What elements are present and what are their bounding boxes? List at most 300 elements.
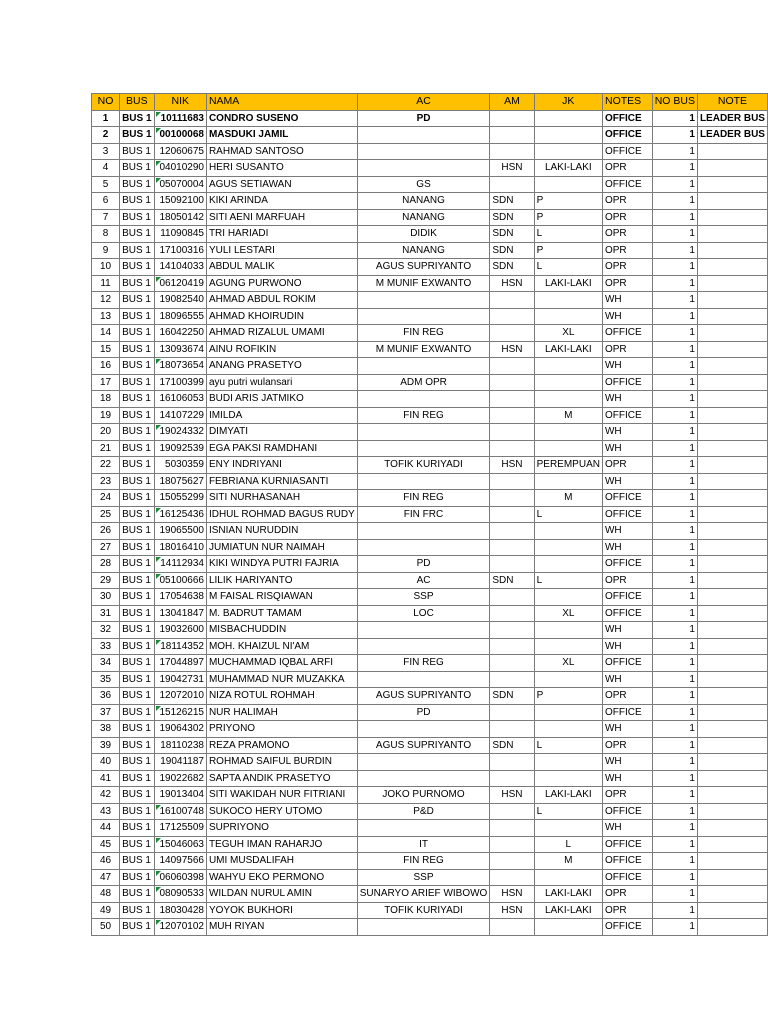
cell-bus[interactable]: BUS 1 (120, 836, 154, 853)
cell-nik[interactable]: 15092100 (154, 193, 206, 210)
cell-nik[interactable]: 16125436 (154, 506, 206, 523)
cell-nama[interactable]: CONDRO SUSENO (206, 110, 357, 127)
cell-no-bus[interactable]: 1 (652, 226, 697, 243)
cell-bus[interactable]: BUS 1 (120, 506, 154, 523)
cell-note[interactable] (697, 836, 767, 853)
cell-note[interactable] (697, 704, 767, 721)
cell-nik[interactable]: 14097566 (154, 853, 206, 870)
cell-note[interactable] (697, 820, 767, 837)
cell-no-bus[interactable]: 1 (652, 325, 697, 342)
cell-no-bus[interactable]: 1 (652, 457, 697, 474)
cell-bus[interactable]: BUS 1 (120, 655, 154, 672)
cell-notes[interactable]: OPR (602, 242, 652, 259)
cell-no[interactable]: 37 (92, 704, 120, 721)
cell-jk[interactable] (534, 127, 602, 144)
cell-note[interactable] (697, 374, 767, 391)
cell-ac[interactable]: M MUNIF EXWANTO (357, 275, 490, 292)
cell-notes[interactable]: WH (602, 308, 652, 325)
cell-nik[interactable]: 17125509 (154, 820, 206, 837)
cell-notes[interactable]: OPR (602, 688, 652, 705)
cell-nik[interactable]: 00100068 (154, 127, 206, 144)
cell-notes[interactable]: OFFICE (602, 325, 652, 342)
cell-no[interactable]: 19 (92, 407, 120, 424)
cell-bus[interactable]: BUS 1 (120, 209, 154, 226)
cell-no[interactable]: 27 (92, 539, 120, 556)
cell-nik[interactable]: 06120419 (154, 275, 206, 292)
cell-no[interactable]: 42 (92, 787, 120, 804)
cell-notes[interactable]: OPR (602, 226, 652, 243)
cell-nama[interactable]: PRIYONO (206, 721, 357, 738)
cell-bus[interactable]: BUS 1 (120, 490, 154, 507)
cell-nik[interactable]: 14107229 (154, 407, 206, 424)
cell-nama[interactable]: AGUNG PURWONO (206, 275, 357, 292)
cell-nik[interactable]: 11090845 (154, 226, 206, 243)
cell-nama[interactable]: AHMAD ABDUL ROKIM (206, 292, 357, 309)
cell-notes[interactable]: OPR (602, 259, 652, 276)
cell-jk[interactable] (534, 704, 602, 721)
cell-notes[interactable]: OFFICE (602, 589, 652, 606)
cell-bus[interactable]: BUS 1 (120, 820, 154, 837)
cell-no-bus[interactable]: 1 (652, 704, 697, 721)
cell-nik[interactable]: 16106053 (154, 391, 206, 408)
cell-note[interactable] (697, 457, 767, 474)
header-no[interactable]: NO (92, 94, 120, 111)
cell-no-bus[interactable]: 1 (652, 787, 697, 804)
cell-am[interactable]: SDN (490, 209, 534, 226)
cell-no[interactable]: 9 (92, 242, 120, 259)
cell-am[interactable] (490, 176, 534, 193)
cell-jk[interactable]: XL (534, 605, 602, 622)
cell-note[interactable] (697, 572, 767, 589)
cell-no-bus[interactable]: 1 (652, 176, 697, 193)
cell-am[interactable] (490, 506, 534, 523)
cell-nama[interactable]: AINU ROFIKIN (206, 341, 357, 358)
cell-nama[interactable]: IMILDA (206, 407, 357, 424)
cell-nama[interactable]: MUCHAMMAD IQBAL ARFI (206, 655, 357, 672)
cell-am[interactable]: HSN (490, 902, 534, 919)
cell-bus[interactable]: BUS 1 (120, 226, 154, 243)
cell-am[interactable] (490, 836, 534, 853)
cell-no[interactable]: 5 (92, 176, 120, 193)
cell-no-bus[interactable]: 1 (652, 193, 697, 210)
cell-notes[interactable]: OPR (602, 902, 652, 919)
cell-notes[interactable]: WH (602, 770, 652, 787)
cell-nik[interactable]: 14112934 (154, 556, 206, 573)
cell-ac[interactable]: NANANG (357, 242, 490, 259)
cell-jk[interactable] (534, 539, 602, 556)
cell-bus[interactable]: BUS 1 (120, 638, 154, 655)
cell-ac[interactable]: FIN REG (357, 655, 490, 672)
cell-jk[interactable] (534, 292, 602, 309)
cell-notes[interactable]: OPR (602, 209, 652, 226)
cell-notes[interactable]: WH (602, 638, 652, 655)
cell-notes[interactable]: OFFICE (602, 374, 652, 391)
cell-note[interactable] (697, 440, 767, 457)
cell-notes[interactable]: OPR (602, 341, 652, 358)
cell-notes[interactable]: WH (602, 424, 652, 441)
cell-nama[interactable]: SITI WAKIDAH NUR FITRIANI (206, 787, 357, 804)
cell-am[interactable]: SDN (490, 737, 534, 754)
header-nik[interactable]: NIK (154, 94, 206, 111)
cell-nama[interactable]: MASDUKI JAMIL (206, 127, 357, 144)
cell-no-bus[interactable]: 1 (652, 292, 697, 309)
cell-nama[interactable]: EGA PAKSI RAMDHANI (206, 440, 357, 457)
cell-notes[interactable]: WH (602, 754, 652, 771)
cell-am[interactable]: SDN (490, 259, 534, 276)
cell-notes[interactable]: OPR (602, 787, 652, 804)
cell-note[interactable] (697, 886, 767, 903)
cell-no[interactable]: 30 (92, 589, 120, 606)
cell-nama[interactable]: HERI SUSANTO (206, 160, 357, 177)
cell-bus[interactable]: BUS 1 (120, 407, 154, 424)
cell-jk[interactable] (534, 770, 602, 787)
cell-bus[interactable]: BUS 1 (120, 259, 154, 276)
cell-note[interactable] (697, 193, 767, 210)
cell-note[interactable] (697, 308, 767, 325)
cell-no-bus[interactable]: 1 (652, 523, 697, 540)
cell-bus[interactable]: BUS 1 (120, 770, 154, 787)
cell-notes[interactable]: OFFICE (602, 143, 652, 160)
cell-no-bus[interactable]: 1 (652, 110, 697, 127)
cell-nama[interactable]: M. BADRUT TAMAM (206, 605, 357, 622)
cell-bus[interactable]: BUS 1 (120, 671, 154, 688)
cell-no[interactable]: 36 (92, 688, 120, 705)
cell-bus[interactable]: BUS 1 (120, 688, 154, 705)
cell-nama[interactable]: MUH RIYAN (206, 919, 357, 936)
cell-notes[interactable]: WH (602, 539, 652, 556)
cell-am[interactable] (490, 523, 534, 540)
cell-note[interactable] (697, 737, 767, 754)
cell-nik[interactable]: 18050142 (154, 209, 206, 226)
cell-no-bus[interactable]: 1 (652, 539, 697, 556)
cell-ac[interactable]: GS (357, 176, 490, 193)
cell-no-bus[interactable]: 1 (652, 308, 697, 325)
header-jk[interactable]: JK (534, 94, 602, 111)
cell-nama[interactable]: AHMAD RIZALUL UMAMI (206, 325, 357, 342)
cell-notes[interactable]: OPR (602, 572, 652, 589)
cell-am[interactable]: HSN (490, 160, 534, 177)
cell-notes[interactable]: WH (602, 358, 652, 375)
cell-bus[interactable]: BUS 1 (120, 869, 154, 886)
cell-no[interactable]: 45 (92, 836, 120, 853)
cell-notes[interactable]: OFFICE (602, 704, 652, 721)
cell-no[interactable]: 2 (92, 127, 120, 144)
cell-notes[interactable]: OFFICE (602, 853, 652, 870)
cell-jk[interactable]: L (534, 259, 602, 276)
cell-jk[interactable]: LAKI-LAKI (534, 902, 602, 919)
cell-notes[interactable]: OFFICE (602, 176, 652, 193)
cell-no[interactable]: 15 (92, 341, 120, 358)
cell-no[interactable]: 18 (92, 391, 120, 408)
cell-bus[interactable]: BUS 1 (120, 127, 154, 144)
cell-ac[interactable] (357, 754, 490, 771)
cell-no[interactable]: 49 (92, 902, 120, 919)
cell-note[interactable] (697, 424, 767, 441)
cell-note[interactable]: LEADER BUS (697, 110, 767, 127)
cell-nama[interactable]: KIKI ARINDA (206, 193, 357, 210)
cell-no-bus[interactable]: 1 (652, 209, 697, 226)
cell-nik[interactable]: 05070004 (154, 176, 206, 193)
cell-no-bus[interactable]: 1 (652, 836, 697, 853)
cell-ac[interactable]: SUNARYO ARIEF WIBOWO (357, 886, 490, 903)
cell-am[interactable] (490, 803, 534, 820)
cell-no[interactable]: 39 (92, 737, 120, 754)
cell-bus[interactable]: BUS 1 (120, 440, 154, 457)
cell-jk[interactable]: P (534, 209, 602, 226)
cell-jk[interactable]: L (534, 226, 602, 243)
cell-no-bus[interactable]: 1 (652, 853, 697, 870)
cell-ac[interactable]: PD (357, 704, 490, 721)
cell-no[interactable]: 41 (92, 770, 120, 787)
cell-no-bus[interactable]: 1 (652, 902, 697, 919)
cell-bus[interactable]: BUS 1 (120, 110, 154, 127)
cell-am[interactable] (490, 869, 534, 886)
cell-nama[interactable]: ISNIAN NURUDDIN (206, 523, 357, 540)
cell-nik[interactable]: 12072010 (154, 688, 206, 705)
cell-no[interactable]: 38 (92, 721, 120, 738)
cell-notes[interactable]: OFFICE (602, 919, 652, 936)
cell-am[interactable] (490, 853, 534, 870)
cell-ac[interactable] (357, 308, 490, 325)
cell-note[interactable] (697, 292, 767, 309)
cell-jk[interactable]: LAKI-LAKI (534, 341, 602, 358)
cell-jk[interactable] (534, 671, 602, 688)
cell-no-bus[interactable]: 1 (652, 407, 697, 424)
cell-no-bus[interactable]: 1 (652, 143, 697, 160)
cell-ac[interactable] (357, 721, 490, 738)
cell-ac[interactable]: JOKO PURNOMO (357, 787, 490, 804)
cell-bus[interactable]: BUS 1 (120, 308, 154, 325)
header-notes[interactable]: NOTES (602, 94, 652, 111)
cell-am[interactable] (490, 539, 534, 556)
cell-bus[interactable]: BUS 1 (120, 143, 154, 160)
cell-jk[interactable]: M (534, 407, 602, 424)
cell-note[interactable] (697, 209, 767, 226)
cell-nama[interactable]: TRI HARIADI (206, 226, 357, 243)
cell-jk[interactable]: L (534, 506, 602, 523)
cell-no[interactable]: 43 (92, 803, 120, 820)
cell-ac[interactable] (357, 160, 490, 177)
cell-jk[interactable] (534, 424, 602, 441)
cell-notes[interactable]: WH (602, 721, 652, 738)
cell-am[interactable] (490, 440, 534, 457)
cell-nik[interactable]: 16100748 (154, 803, 206, 820)
cell-note[interactable]: LEADER BUS (697, 127, 767, 144)
cell-ac[interactable]: SSP (357, 589, 490, 606)
cell-notes[interactable]: WH (602, 523, 652, 540)
cell-nik[interactable]: 19065500 (154, 523, 206, 540)
cell-no[interactable]: 20 (92, 424, 120, 441)
cell-no[interactable]: 31 (92, 605, 120, 622)
cell-no-bus[interactable]: 1 (652, 341, 697, 358)
cell-nama[interactable]: SITI AENI MARFUAH (206, 209, 357, 226)
cell-no-bus[interactable]: 1 (652, 473, 697, 490)
cell-no[interactable]: 3 (92, 143, 120, 160)
cell-notes[interactable]: OPR (602, 275, 652, 292)
cell-no-bus[interactable]: 1 (652, 160, 697, 177)
cell-note[interactable] (697, 869, 767, 886)
cell-no[interactable]: 29 (92, 572, 120, 589)
cell-note[interactable] (697, 275, 767, 292)
cell-no[interactable]: 33 (92, 638, 120, 655)
cell-ac[interactable] (357, 539, 490, 556)
cell-no[interactable]: 25 (92, 506, 120, 523)
cell-notes[interactable]: WH (602, 391, 652, 408)
cell-bus[interactable]: BUS 1 (120, 275, 154, 292)
cell-no-bus[interactable]: 1 (652, 770, 697, 787)
cell-note[interactable] (697, 473, 767, 490)
cell-ac[interactable]: AGUS SUPRIYANTO (357, 688, 490, 705)
cell-nama[interactable]: AGUS SETIAWAN (206, 176, 357, 193)
cell-ac[interactable]: P&D (357, 803, 490, 820)
cell-ac[interactable]: PD (357, 556, 490, 573)
cell-nik[interactable]: 19041187 (154, 754, 206, 771)
cell-jk[interactable]: LAKI-LAKI (534, 886, 602, 903)
cell-note[interactable] (697, 803, 767, 820)
cell-nik[interactable]: 14104033 (154, 259, 206, 276)
cell-am[interactable] (490, 391, 534, 408)
cell-no[interactable]: 13 (92, 308, 120, 325)
cell-am[interactable] (490, 490, 534, 507)
cell-jk[interactable]: LAKI-LAKI (534, 787, 602, 804)
cell-ac[interactable]: LOC (357, 605, 490, 622)
cell-notes[interactable]: OPR (602, 886, 652, 903)
cell-am[interactable] (490, 308, 534, 325)
cell-note[interactable] (697, 919, 767, 936)
cell-nama[interactable]: YULI LESTARI (206, 242, 357, 259)
cell-jk[interactable]: L (534, 572, 602, 589)
cell-jk[interactable] (534, 820, 602, 837)
cell-no-bus[interactable]: 1 (652, 490, 697, 507)
cell-nama[interactable]: WILDAN NURUL AMIN (206, 886, 357, 903)
cell-bus[interactable]: BUS 1 (120, 457, 154, 474)
cell-ac[interactable]: FIN REG (357, 325, 490, 342)
cell-nik[interactable]: 18110238 (154, 737, 206, 754)
cell-am[interactable] (490, 358, 534, 375)
cell-jk[interactable]: PEREMPUAN (534, 457, 602, 474)
cell-notes[interactable]: WH (602, 440, 652, 457)
cell-nama[interactable]: FEBRIANA KURNIASANTI (206, 473, 357, 490)
cell-bus[interactable]: BUS 1 (120, 341, 154, 358)
cell-ac[interactable]: NANANG (357, 193, 490, 210)
cell-ac[interactable]: AC (357, 572, 490, 589)
cell-nik[interactable]: 08090533 (154, 886, 206, 903)
cell-jk[interactable] (534, 358, 602, 375)
cell-bus[interactable]: BUS 1 (120, 391, 154, 408)
cell-am[interactable] (490, 770, 534, 787)
cell-bus[interactable]: BUS 1 (120, 737, 154, 754)
cell-notes[interactable]: WH (602, 671, 652, 688)
cell-jk[interactable] (534, 110, 602, 127)
cell-nik[interactable]: 13041847 (154, 605, 206, 622)
cell-nama[interactable]: ROHMAD SAIFUL BURDIN (206, 754, 357, 771)
cell-no[interactable]: 48 (92, 886, 120, 903)
cell-ac[interactable]: IT (357, 836, 490, 853)
cell-bus[interactable]: BUS 1 (120, 556, 154, 573)
cell-nama[interactable]: AHMAD KHOIRUDIN (206, 308, 357, 325)
cell-am[interactable]: SDN (490, 193, 534, 210)
cell-notes[interactable]: OFFICE (602, 605, 652, 622)
cell-nama[interactable]: ENY INDRIYANI (206, 457, 357, 474)
cell-no[interactable]: 40 (92, 754, 120, 771)
cell-bus[interactable]: BUS 1 (120, 919, 154, 936)
cell-nik[interactable]: 18114352 (154, 638, 206, 655)
cell-nama[interactable]: MOH. KHAIZUL NI'AM (206, 638, 357, 655)
cell-jk[interactable] (534, 176, 602, 193)
cell-no-bus[interactable]: 1 (652, 127, 697, 144)
cell-no-bus[interactable]: 1 (652, 919, 697, 936)
cell-bus[interactable]: BUS 1 (120, 572, 154, 589)
cell-bus[interactable]: BUS 1 (120, 803, 154, 820)
cell-nik[interactable]: 16042250 (154, 325, 206, 342)
cell-am[interactable] (490, 325, 534, 342)
cell-am[interactable]: SDN (490, 242, 534, 259)
cell-am[interactable] (490, 424, 534, 441)
cell-note[interactable] (697, 902, 767, 919)
cell-nama[interactable]: WAHYU EKO PERMONO (206, 869, 357, 886)
cell-am[interactable]: SDN (490, 688, 534, 705)
cell-nik[interactable]: 18016410 (154, 539, 206, 556)
cell-notes[interactable]: OFFICE (602, 110, 652, 127)
cell-no-bus[interactable]: 1 (652, 737, 697, 754)
cell-no[interactable]: 26 (92, 523, 120, 540)
cell-note[interactable] (697, 770, 767, 787)
cell-no-bus[interactable]: 1 (652, 754, 697, 771)
cell-ac[interactable] (357, 523, 490, 540)
cell-nik[interactable]: 18075627 (154, 473, 206, 490)
cell-nama[interactable]: RAHMAD SANTOSO (206, 143, 357, 160)
cell-am[interactable] (490, 721, 534, 738)
header-bus[interactable]: BUS (120, 94, 154, 111)
cell-ac[interactable] (357, 820, 490, 837)
cell-nik[interactable]: 17044897 (154, 655, 206, 672)
cell-jk[interactable] (534, 589, 602, 606)
cell-am[interactable] (490, 622, 534, 639)
cell-ac[interactable]: PD (357, 110, 490, 127)
cell-no[interactable]: 12 (92, 292, 120, 309)
cell-am[interactable] (490, 605, 534, 622)
cell-note[interactable] (697, 754, 767, 771)
cell-jk[interactable]: LAKI-LAKI (534, 160, 602, 177)
cell-notes[interactable]: OPR (602, 457, 652, 474)
cell-note[interactable] (697, 638, 767, 655)
cell-am[interactable]: HSN (490, 457, 534, 474)
cell-nama[interactable]: NUR HALIMAH (206, 704, 357, 721)
cell-nama[interactable]: M FAISAL RISQIAWAN (206, 589, 357, 606)
cell-no[interactable]: 46 (92, 853, 120, 870)
cell-notes[interactable]: OFFICE (602, 836, 652, 853)
cell-bus[interactable]: BUS 1 (120, 589, 154, 606)
cell-nama[interactable]: SAPTA ANDIK PRASETYO (206, 770, 357, 787)
cell-note[interactable] (697, 341, 767, 358)
cell-am[interactable] (490, 655, 534, 672)
cell-nama[interactable]: MISBACHUDDIN (206, 622, 357, 639)
cell-jk[interactable]: XL (534, 655, 602, 672)
cell-nik[interactable]: 5030359 (154, 457, 206, 474)
cell-no[interactable]: 1 (92, 110, 120, 127)
cell-nama[interactable]: LILIK HARIYANTO (206, 572, 357, 589)
cell-ac[interactable] (357, 292, 490, 309)
cell-ac[interactable] (357, 424, 490, 441)
cell-note[interactable] (697, 556, 767, 573)
header-note[interactable]: NOTE (697, 94, 767, 111)
cell-jk[interactable] (534, 721, 602, 738)
cell-nik[interactable]: 17054638 (154, 589, 206, 606)
cell-nik[interactable]: 12060675 (154, 143, 206, 160)
cell-jk[interactable]: L (534, 836, 602, 853)
cell-bus[interactable]: BUS 1 (120, 886, 154, 903)
cell-am[interactable] (490, 110, 534, 127)
